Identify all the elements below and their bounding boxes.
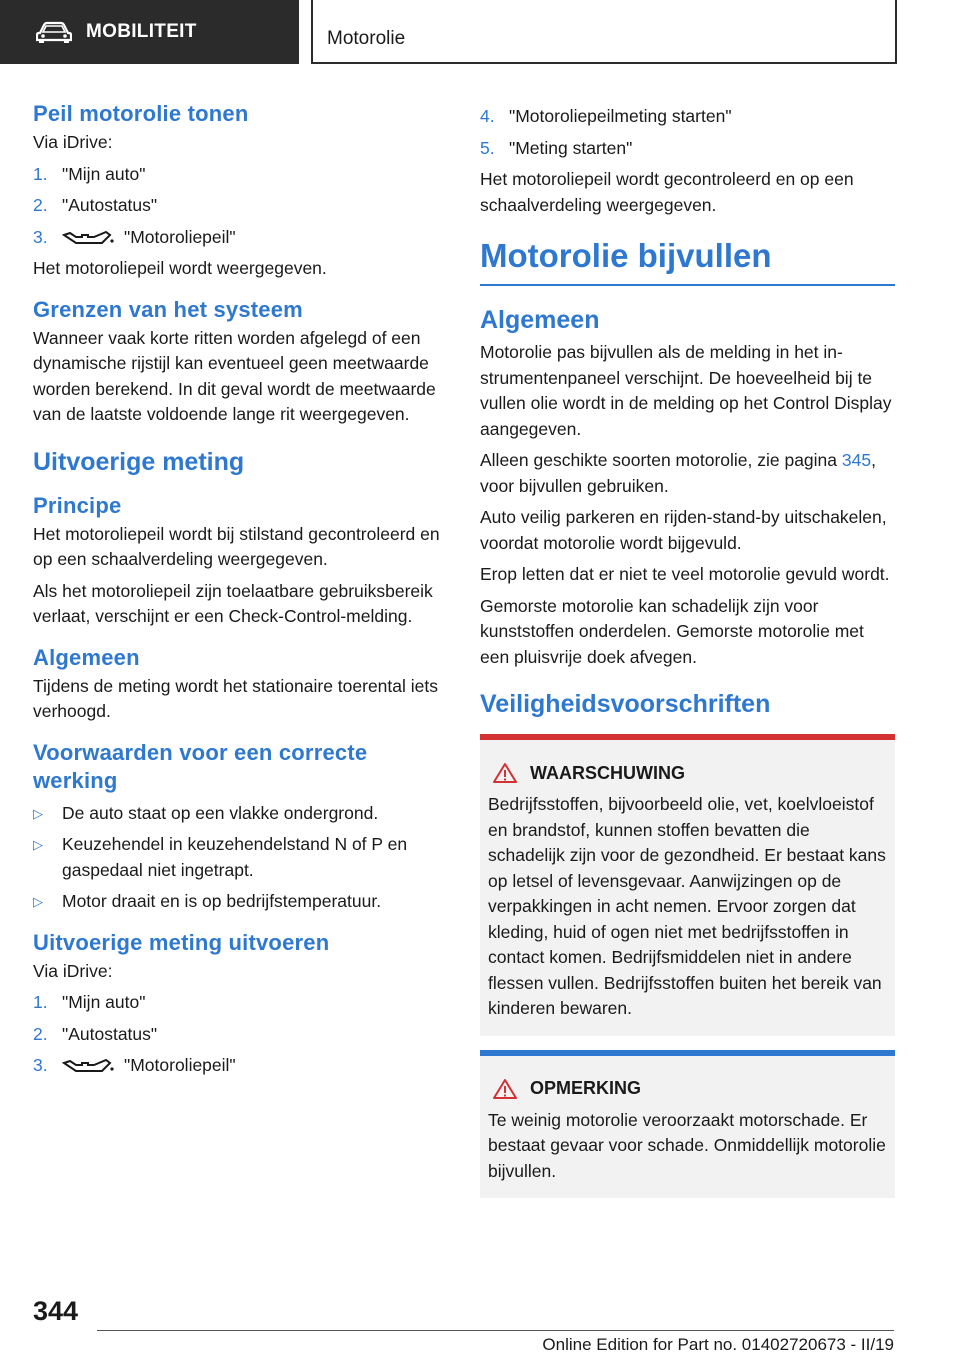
list-item bbox=[33, 225, 448, 251]
step-number: 2. bbox=[33, 195, 48, 215]
heading-principe: Principe bbox=[33, 492, 122, 518]
heading-uitvoeren: Uitvoerige meting uitvoeren bbox=[33, 929, 330, 955]
bullet-text: Keuzehendel in keuzehendelstand N of P en gaspedaal niet ingetrapt. bbox=[62, 834, 408, 880]
list-item bbox=[33, 801, 448, 827]
chapter-title: Motorolie bbox=[327, 28, 406, 49]
step-text: "Mijn auto" bbox=[62, 992, 146, 1012]
bullet-icon: ▷ bbox=[33, 805, 43, 821]
note-box bbox=[480, 1050, 895, 1199]
list-item bbox=[33, 832, 448, 883]
heading-voorwaarden: Voorwaarden voor een correcte werking bbox=[33, 739, 368, 793]
principe-text-2: Als het motoroliepeil zijn toelaatbare gebruiksbereik verlaat, verschijnt er een Check-Control-melding. bbox=[33, 580, 433, 626]
steps-list-3 bbox=[480, 104, 895, 161]
step-text: "Motoroliepeil" bbox=[124, 1055, 236, 1075]
step-number: 4. bbox=[480, 106, 495, 126]
note-text: Te weinig motorolie veroorzaakt motorschade. Er bestaat gevaar voor schade. Onmiddellijk motorolie bijvullen. bbox=[488, 1109, 886, 1181]
warning-header bbox=[488, 762, 887, 784]
step-text: "Mijn auto" bbox=[62, 163, 146, 184]
bullet-text: De auto staat op een vlakke ondergrond. bbox=[62, 802, 379, 823]
bullet-icon: ▷ bbox=[33, 837, 43, 852]
warning-box bbox=[480, 734, 895, 1036]
note-title: OPMERKING bbox=[530, 1078, 642, 1098]
chapter-title-box bbox=[311, 0, 897, 64]
list-item bbox=[33, 1022, 448, 1048]
bijvullen-text-3: Auto veilig parkeren en rijden-stand-by uitschakelen, voordat motorolie wordt bijgevuld. bbox=[480, 507, 887, 553]
list-item bbox=[33, 990, 448, 1016]
car-icon bbox=[36, 21, 72, 43]
heading-peil-tonen: Peil motorolie tonen bbox=[33, 101, 249, 126]
steps-list-2 bbox=[33, 990, 448, 1079]
oil-can-icon bbox=[62, 1057, 116, 1075]
via-idrive: Via iDrive: bbox=[33, 132, 113, 152]
footer-edition: Online Edition for Part no. 01402720673 - II/19 bbox=[542, 1335, 894, 1354]
step-number: 3. bbox=[33, 226, 48, 247]
list-item bbox=[33, 1053, 448, 1079]
grenzen-text: Wanneer vaak korte ritten worden afgelegd of een dynamische rijstijl kan eventueel geen meetwaarde worden berekend. In dit geval wordt de meetwaarde van de laatste voldoende lange rit weergegeven. bbox=[33, 327, 436, 424]
step-text: "Autostatus" bbox=[62, 1023, 158, 1044]
heading-algemeen-right: Algemeen bbox=[480, 306, 600, 334]
heading-algemeen-left: Algemeen bbox=[33, 644, 140, 670]
heading-grenzen: Grenzen van het systeem bbox=[33, 296, 303, 322]
principe-text-1: Het motoroliepeil wordt bij stilstand gecontroleerd en op een schaalverdeling weergegeven. bbox=[33, 523, 440, 569]
bullet-icon: ▷ bbox=[33, 894, 43, 909]
section-label: MOBILITEIT bbox=[86, 21, 197, 42]
step-number: 5. bbox=[480, 137, 495, 158]
section-tab bbox=[0, 0, 299, 64]
heading-motorolie-bijvullen: Motorolie bijvullen bbox=[480, 234, 895, 286]
step-number: 1. bbox=[33, 163, 48, 184]
list-item bbox=[33, 162, 448, 188]
step-text: "Motoroliepeilmeting starten" bbox=[509, 106, 732, 126]
page-header bbox=[0, 0, 960, 66]
step-text: "Autostatus" bbox=[62, 195, 158, 215]
step-text: "Motoroliepeil" bbox=[124, 226, 236, 247]
result-text: Het motoroliepeil wordt gecontroleerd en op een schaalverdeling weergegeven. bbox=[480, 169, 854, 215]
warning-text: Bedrijfsstoffen, bijvoorbeeld olie, vet, koelvloeistof en brandstof, kunnen stoffen bevatten die schadelijk zijn voor de gezondheid. Er bestaat kans op letsel of levensgevaar. Aanwijzingen op de verpakkingen in acht nemen. Ervoor zorgen dat kleding, huid of ogen niet met bedrijfsstoffen in contact komen. Bedrijfsmiddelen niet in andere flessen vullen. Bedrijfsstoffen buiten het bereik van kinderen bewaren. bbox=[488, 794, 886, 1018]
step-text: "Meting starten" bbox=[509, 137, 633, 158]
right-column bbox=[480, 100, 895, 1212]
left-column bbox=[33, 100, 448, 1085]
bijvullen-text-2 bbox=[480, 448, 895, 499]
footer-divider bbox=[97, 1330, 894, 1331]
text-span: Alleen geschikte soorten motorolie, zie pagina bbox=[480, 450, 842, 470]
via-idrive: Via iDrive: bbox=[33, 960, 113, 981]
algemeen-text: Tijdens de meting wordt het stationaire toerental iets verhoogd. bbox=[33, 675, 438, 721]
step-number: 1. bbox=[33, 992, 48, 1012]
bullet-list bbox=[33, 801, 448, 915]
warning-triangle-icon bbox=[492, 762, 518, 784]
step-number: 3. bbox=[33, 1055, 48, 1075]
oil-can-icon bbox=[62, 229, 116, 247]
note-header bbox=[488, 1078, 887, 1100]
warning-title: WAARSCHUWING bbox=[530, 762, 685, 783]
list-item bbox=[33, 193, 448, 219]
steps-list-1 bbox=[33, 162, 448, 251]
step-number: 2. bbox=[33, 1023, 48, 1044]
text-span: , voor bijvullen gebruiken. bbox=[480, 450, 876, 496]
bullet-text: Motor draait en is op bedrijfstemperatuur. bbox=[62, 891, 382, 911]
page-number: 344 bbox=[33, 1296, 79, 1326]
page-link-345[interactable]: 345 bbox=[841, 450, 872, 470]
bijvullen-text-5: Gemorste motorolie kan schadelijk zijn voor kunststoffen onderdelen. Gemorste motorolie met een pluisvrije doek afvegen. bbox=[480, 595, 864, 667]
list-item bbox=[33, 889, 448, 915]
bijvullen-text-1: Motorolie pas bijvullen als de melding in het instrumentenpaneel verschijnt. De hoeveelheid bij te vullen olie wordt in de melding op het Control Display aangegeven. bbox=[480, 342, 892, 439]
warning-triangle-icon bbox=[492, 1078, 518, 1100]
list-item bbox=[480, 104, 895, 130]
list-item bbox=[480, 136, 895, 162]
heading-uitvoerige-meting: Uitvoerige meting bbox=[33, 447, 245, 476]
result-text: Het motoroliepeil wordt weergegeven. bbox=[33, 258, 327, 278]
heading-veiligheid: Veiligheidsvoorschriften bbox=[480, 690, 771, 718]
bijvullen-text-4: Erop letten dat er niet te veel motorolie gevuld wordt. bbox=[480, 564, 890, 584]
